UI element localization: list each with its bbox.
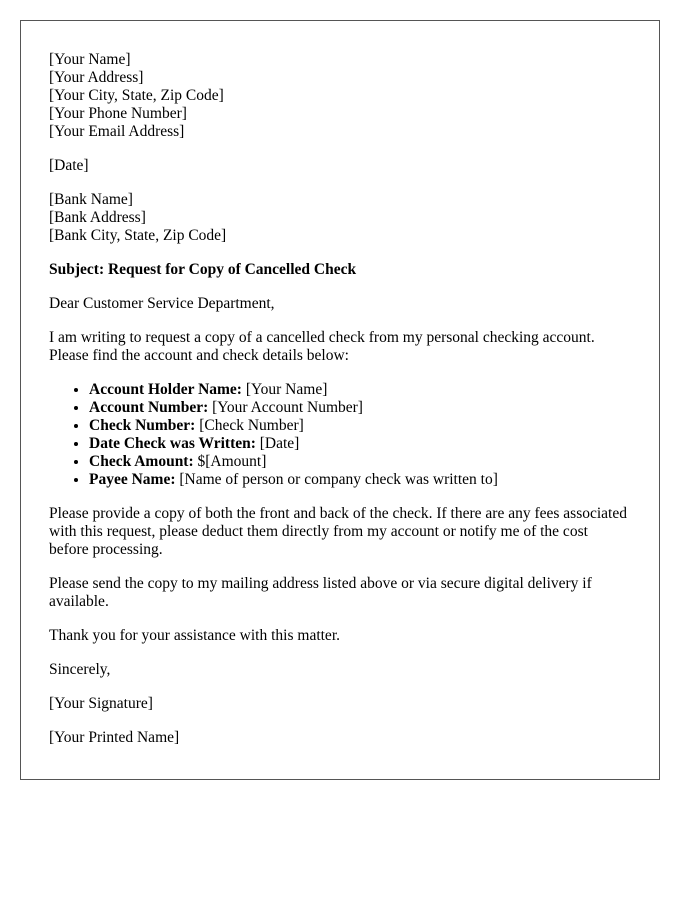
detail-label: Check Number: [89,417,196,434]
sender-email: [Your Email Address] [49,123,185,140]
bank-address: [Bank Address] [49,209,146,226]
list-item [89,435,631,453]
bank-name: [Bank Name] [49,191,133,208]
detail-value: [Check Number] [195,417,304,434]
detail-label: Account Holder Name: [89,381,242,398]
list-item [89,399,631,417]
sender-block [49,51,631,141]
list-item [89,381,631,399]
detail-label: Date Check was Written: [89,435,256,452]
list-item [89,453,631,471]
printed-name: [Your Printed Name] [49,729,180,746]
sender-name: [Your Name] [49,51,131,68]
thanks-paragraph: Thank you for your assistance with this matter. [49,627,340,644]
salutation: Dear Customer Service Department, [49,295,275,312]
fees-paragraph: Please provide a copy of both the front and back of the check. If there are any fees associated with this request, please deduct them directly from my account or notify me of the cost before processing. [49,505,627,558]
detail-value: [Date] [255,435,300,452]
check-details-list [49,381,631,489]
detail-label: Payee Name: [89,471,176,488]
detail-value: [Name of person or company check was written to] [175,471,498,488]
sender-phone: [Your Phone Number] [49,105,187,122]
intro-paragraph: I am writing to request a copy of a cancelled check from my personal checking account. Please find the account and check details below: [49,329,595,364]
detail-label: Check Amount: [89,453,194,470]
recipient-block [49,191,631,245]
subject-line: Subject: Request for Copy of Cancelled Check [49,261,357,278]
list-item [89,471,631,489]
sender-address: [Your Address] [49,69,144,86]
detail-value: [Your Name] [241,381,328,398]
list-item [89,417,631,435]
letter-date: [Date] [49,157,89,174]
sender-city-state-zip: [Your City, State, Zip Code] [49,87,224,104]
closing: Sincerely, [49,661,111,678]
delivery-paragraph: Please send the copy to my mailing address listed above or via secure digital delivery if available. [49,575,592,610]
signature: [Your Signature] [49,695,153,712]
date-block [49,157,631,175]
bank-city-state-zip: [Bank City, State, Zip Code] [49,227,227,244]
detail-value: [Your Account Number] [208,399,363,416]
detail-value: $[Amount] [193,453,267,470]
letter [20,20,660,780]
detail-label: Account Number: [89,399,209,416]
